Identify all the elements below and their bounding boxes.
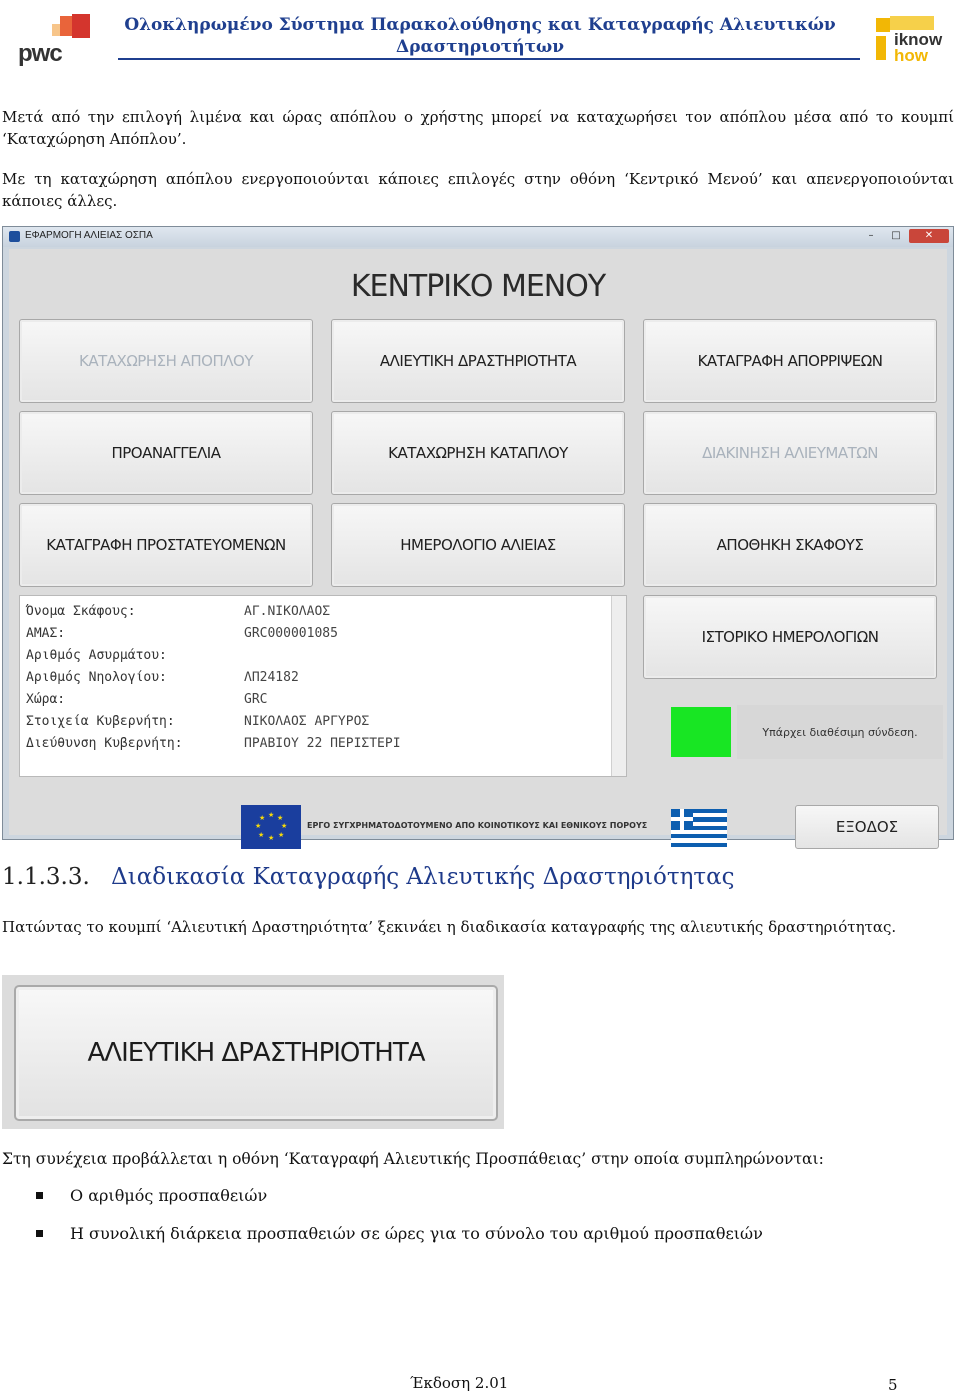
iknow-logo — [874, 14, 946, 66]
app-window — [2, 226, 954, 840]
register-departure-button[interactable]: ΚΑΤΑΧΩΡΗΣΗ ΑΠΟΠΛΟΥ — [19, 319, 313, 403]
fishing-logbook-button[interactable]: ΗΜΕΡΟΛΟΓΙΟ ΑΛΙΕΙΑΣ — [331, 503, 625, 587]
register-arrival-button[interactable]: ΚΑΤΑΧΩΡΗΣΗ ΚΑΤΑΠΛΟΥ — [331, 411, 625, 495]
section-number: 1.1.3.3. — [2, 864, 90, 890]
maximize-icon[interactable]: □ — [891, 230, 901, 241]
button-closeup — [2, 975, 504, 1129]
intro-paragraph-2: Με τη καταχώρηση απόπλου ενεργοποιούνται κάποιες επιλογές στην οθόνη ‘Κεντρικό Μενού’ και απενεργοποιούνται κάποιες άλλες. — [2, 170, 954, 210]
next-screen-intro: Στη συνέχεια προβάλλεται η οθόνη ‘Καταγραφή Αλιευτικής Προσπάθειας’ στην οποία συμπληρώνονται: — [2, 1150, 824, 1168]
prior-notification-button[interactable]: ΠΡΟΑΝΑΓΓΕΛΙΑ — [19, 411, 313, 495]
document-version: Έκδοση 2.01 — [410, 1374, 509, 1392]
section-title: Διαδικασία Καταγραφής Αλιευτικής Δραστηριότητας — [111, 864, 735, 890]
bullet-icon — [36, 1230, 43, 1237]
menu-title: ΚΕΝΤΡΙΚΟ ΜΕΝΟΥ — [350, 269, 606, 304]
info-value: ΠΡΑΒΙΟΥ 22 ΠΕΡΙΣΤΕΡΙ — [244, 736, 401, 751]
pwc-logo-text: pwc — [18, 40, 62, 67]
fishing-activity-button-closeup[interactable]: ΑΛΙΕΥΤΙΚΗ ΔΡΑΣΤΗΡΙΟΤΗΤΑ — [14, 985, 498, 1121]
bullet-icon — [36, 1192, 43, 1199]
eu-funding-text: ΕΡΓΟ ΣΥΓΧΡΗΜΑΤΟΔΟΤΟΥΜΕΝΟ ΑΠΟ ΚΟΙΝΟΤΙΚΟΥΣ ΚΑΙ ΕΘΝΙΚΟΥΣ ΠΟΡΟΥΣ — [307, 821, 648, 830]
close-icon[interactable]: ✕ — [909, 229, 949, 243]
eu-flag-icon: ★ ★ ★ ★ ★ ★ ★ ★ — [241, 805, 301, 849]
intro-paragraph-1: Μετά από την επιλογή λιμένα και ώρας απόπλου ο χρήστης μπορεί να καταχωρήσει τον απόπλου μέσα από το κουμπί ‘Καταχώρηση Απόπλου’. — [2, 108, 954, 148]
vessel-storage-button[interactable]: ΑΠΟΘΗΚΗ ΣΚΑΦΟΥΣ — [643, 503, 937, 587]
iknow-logo-text: iknow how — [894, 30, 943, 65]
list-item-text: Ο αριθμός προσπαθειών — [70, 1186, 268, 1205]
exit-button[interactable]: ΕΞΟΔΟΣ — [795, 805, 939, 849]
info-scrollbar[interactable] — [611, 596, 626, 776]
info-label: Διεύθυνση Κυβερνήτη: — [26, 736, 183, 751]
info-value: GRC000001085 — [244, 626, 338, 641]
info-value: ΑΓ.ΝΙΚΟΛΑΟΣ — [244, 604, 331, 619]
info-label: ΑΜΑΣ: — [26, 626, 66, 641]
info-value: ΝΙΚΟΛΑΟΣ ΑΡΓΥΡΟΣ — [244, 714, 370, 729]
info-label: Όνομα Σκάφους: — [26, 604, 136, 619]
main-menu-panel — [9, 249, 947, 842]
header-title-line-1: Ολοκληρωμένο Σύστημα Παρακολούθησης και Καταγραφής Αλιευτικών — [124, 15, 836, 35]
greek-flag-icon — [671, 809, 727, 847]
info-value: ΛΠ24182 — [244, 670, 299, 685]
document-header-title — [120, 14, 840, 58]
minimize-icon[interactable]: – — [868, 230, 874, 241]
section-body: Πατώντας το κουμπί ‘Αλιευτική Δραστηριότητα’ ξεκινάει η διαδικασία καταγραφής της αλιευτικής δραστηριότητας. — [2, 918, 897, 936]
pwc-logo — [14, 14, 94, 70]
logbook-history-button[interactable]: ΙΣΤΟΡΙΚΟ ΗΜΕΡΟΛΟΓΙΩΝ — [643, 595, 937, 679]
info-label: Αριθμός Νηολογίου: — [26, 670, 167, 685]
fishing-activity-button[interactable]: ΑΛΙΕΥΤΙΚΗ ΔΡΑΣΤΗΡΙΟΤΗΤΑ — [331, 319, 625, 403]
section-heading — [2, 864, 735, 890]
catch-transport-button[interactable]: ΔΙΑΚΙΝΗΣΗ ΑΛΙΕΥΜΑΤΩΝ — [643, 411, 937, 495]
discards-record-button[interactable]: ΚΑΤΑΓΡΑΦΗ ΑΠΟΡΡΙΨΕΩΝ — [643, 319, 937, 403]
info-value: GRC — [244, 692, 268, 707]
info-label: Αριθμός Ασυρμάτου: — [26, 648, 167, 663]
protected-species-button[interactable]: ΚΑΤΑΓΡΑΦΗ ΠΡΟΣΤΑΤΕΥΟΜΕΝΩΝ — [19, 503, 313, 587]
header-rule — [118, 58, 860, 60]
vessel-info-panel — [19, 595, 627, 777]
page-number: 5 — [888, 1376, 898, 1394]
window-title: ΕΦΑΡΜΟΓΗ ΑΛΙΕΙΑΣ ΟΣΠΑ — [25, 230, 153, 241]
connection-status-indicator — [671, 707, 731, 757]
info-label: Χώρα: — [26, 692, 66, 707]
header-title-line-2: Δραστηριοτήτων — [396, 37, 564, 57]
connection-status-text: Υπάρχει διαθέσιμη σύνδεση. — [737, 705, 943, 759]
window-title-bar — [3, 227, 953, 247]
info-label: Στοιχεία Κυβερνήτη: — [26, 714, 175, 729]
list-item-text: Η συνολική διάρκεια προσπαθειών σε ώρες για το σύνολο του αριθμού προσπαθειών — [70, 1224, 763, 1243]
app-icon — [9, 231, 20, 242]
